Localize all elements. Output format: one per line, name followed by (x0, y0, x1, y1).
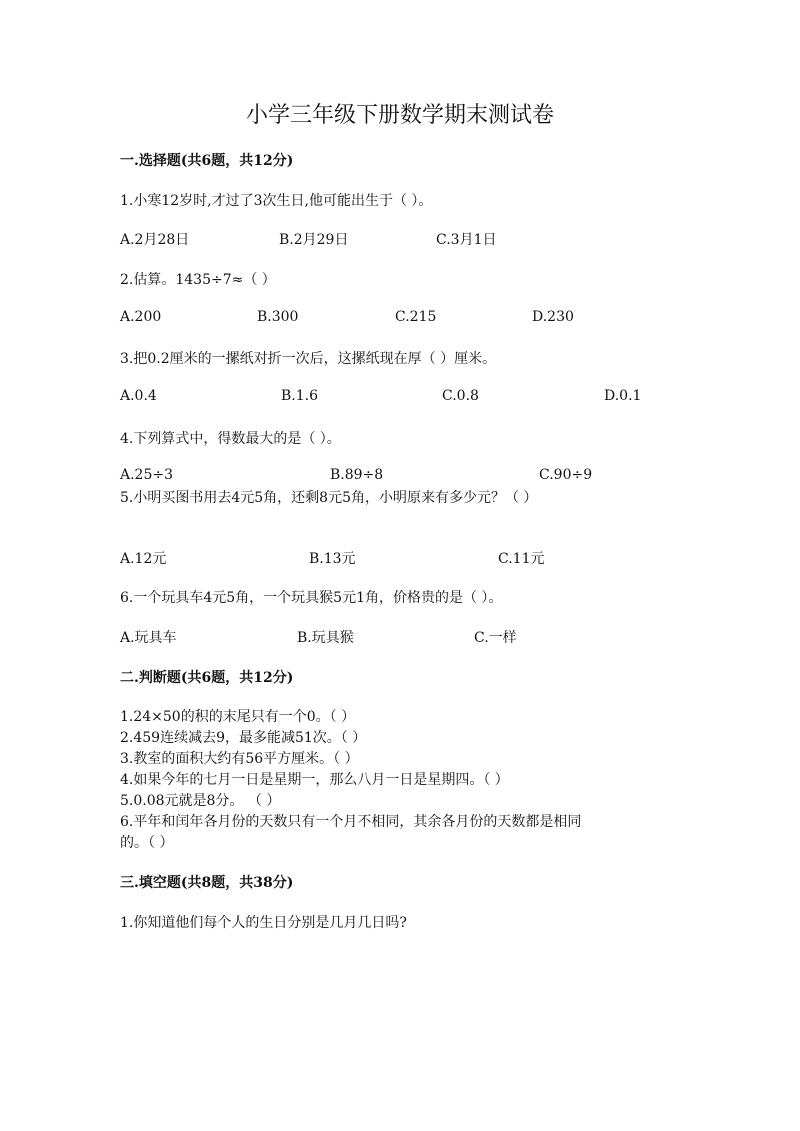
option-a: A.25÷3 (120, 467, 174, 483)
question-5: 5.小明买图书用去4元5角，还剩8元5角，小明原来有多少元？（ ） (120, 490, 538, 506)
option-a: A.玩具车 (120, 630, 177, 646)
fill-question-1: 1.你知道他们每个人的生日分别是几月几日吗? (120, 915, 407, 931)
option-a: A.0.4 (120, 388, 157, 404)
option-c: C.11元 (498, 551, 545, 567)
judgement-item-1: 1.24×50的积的末尾只有一个0。（ ） (120, 709, 356, 725)
option-b: B.玩具猴 (297, 630, 354, 646)
question-2: 2.估算。1435÷7≈（ ） (120, 272, 276, 288)
judgement-item-5: 5.0.08元就是8分。 （ ） (120, 793, 281, 809)
option-c: C.215 (395, 309, 437, 325)
judgement-item-3: 3.教室的面积大约有56平方厘米。（ ） (120, 751, 359, 767)
option-c: C.90÷9 (539, 467, 593, 483)
question-1: 1.小寒12岁时,才过了3次生日,他可能出生于（ ）。 (120, 193, 433, 209)
option-c: C.一样 (474, 630, 517, 646)
question-4: 4.下列算式中，得数最大的是（ ）。 (120, 431, 341, 447)
option-b: B.89÷8 (330, 467, 384, 483)
page-title: 小学三年级下册数学期末测试卷 (245, 103, 554, 128)
option-a: A.12元 (120, 551, 167, 567)
option-d: D.0.1 (604, 388, 642, 404)
judgement-item-6: 6.平年和闰年各月份的天数只有一个月不相同，其余各月份的天数都是相同 (120, 814, 582, 830)
option-b: B.300 (257, 309, 299, 325)
judgement-item-4: 4.如果今年的七月一日是星期一，那么八月一日是星期四。（ ） (120, 772, 509, 788)
section-heading-judgement: 二.判断题(共6题，共12分) (120, 670, 294, 686)
option-b: B.2月29日 (279, 232, 349, 248)
option-b: B.13元 (309, 551, 356, 567)
option-a: A.200 (120, 309, 162, 325)
question-3: 3.把0.2厘米的一摞纸对折一次后，这摞纸现在厚（ ）厘米。 (120, 351, 497, 367)
section-heading-choice: 一.选择题(共6题，共12分) (120, 153, 294, 169)
judgement-item-6-continued: 的。（ ） (120, 835, 174, 851)
judgement-item-2: 2.459连续减去9，最多能减51次。（ ） (120, 730, 367, 746)
option-c: C.3月1日 (436, 232, 497, 248)
option-d: D.230 (532, 309, 574, 325)
option-a: A.2月28日 (120, 232, 190, 248)
section-heading-fill-blank: 三.填空题(共8题，共38分) (120, 875, 294, 891)
option-c: C.0.8 (442, 388, 479, 404)
question-6: 6.一个玩具车4元5角，一个玩具猴5元1角，价格贵的是（ ）。 (120, 590, 503, 606)
option-b: B.1.6 (281, 388, 319, 404)
